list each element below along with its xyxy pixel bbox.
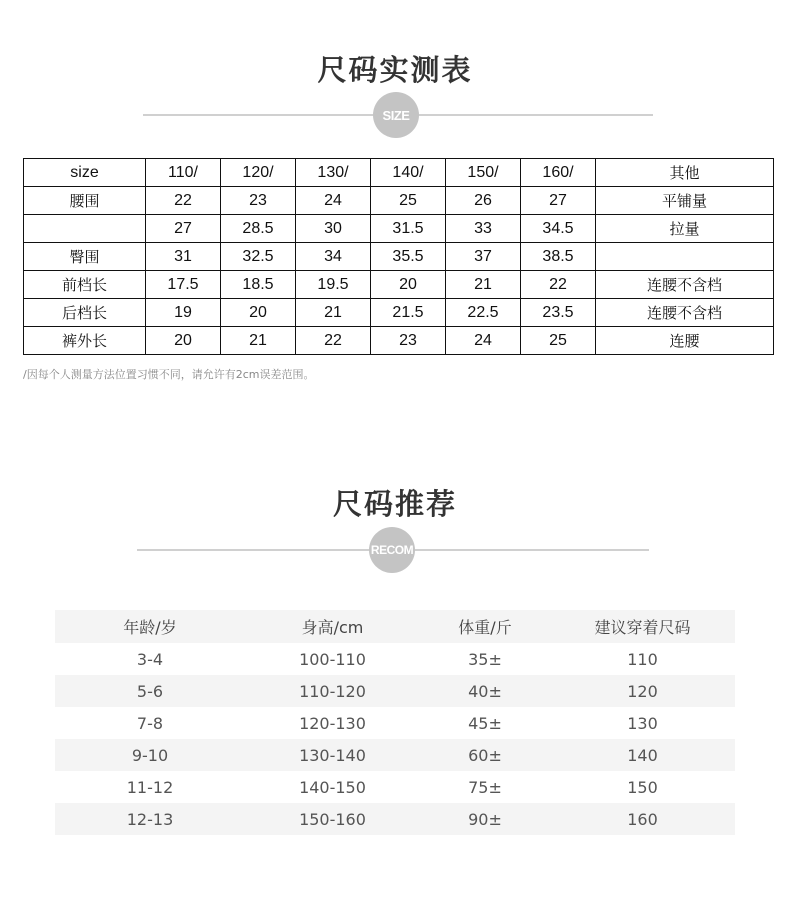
value-cell: 35.5: [371, 243, 446, 271]
header-cell: 年龄/岁: [123, 618, 177, 637]
measurement-title: 尺码实测表: [317, 53, 473, 87]
value-cell: 22.5: [446, 299, 521, 327]
value-cell: 23: [371, 327, 446, 355]
note-cell: 连腰: [596, 327, 774, 355]
measurement-table: [23, 158, 774, 355]
note-cell: 拉量: [596, 215, 774, 243]
recommendation-row: [55, 707, 735, 739]
value-cell: 11-12: [126, 777, 174, 797]
value-cell: 27: [521, 187, 596, 215]
header-cell: 120/: [221, 159, 296, 187]
value-cell: 21: [221, 327, 296, 355]
measurement-row: [24, 299, 774, 327]
value-cell: 35±: [468, 649, 502, 669]
value-cell: 30: [296, 215, 371, 243]
header-cell: 身高/cm: [301, 618, 364, 637]
value-cell: 140-150: [299, 777, 366, 797]
value-cell: 7-8: [136, 713, 164, 733]
value-cell: 110: [627, 649, 658, 669]
recommendation-row: [55, 675, 735, 707]
value-cell: 28.5: [221, 215, 296, 243]
value-cell: 23: [221, 187, 296, 215]
value-cell: 34.5: [521, 215, 596, 243]
measurement-row: [24, 187, 774, 215]
recommendation-title: 尺码推荐: [332, 487, 457, 521]
value-cell: 100-110: [299, 649, 366, 669]
value-cell: 20: [371, 271, 446, 299]
value-cell: 26: [446, 187, 521, 215]
value-cell: 90±: [468, 809, 502, 829]
row-label-cell: 臀围: [24, 243, 146, 271]
value-cell: 120: [627, 681, 658, 701]
measurement-row: [24, 327, 774, 355]
value-cell: 21.5: [371, 299, 446, 327]
value-cell: 9-10: [131, 745, 169, 765]
value-cell: 19.5: [296, 271, 371, 299]
header-cell: 体重/斤: [458, 618, 512, 637]
measurement-footnote: /因每个人测量方法位置习惯不同，请允许有2cm误差范围。: [23, 368, 315, 381]
header-cell: 140/: [371, 159, 446, 187]
value-cell: 160: [627, 809, 658, 829]
note-cell: 连腰不含档: [596, 271, 774, 299]
value-cell: 3-4: [136, 649, 164, 669]
row-label-cell: [24, 215, 146, 243]
recommendation-row: [55, 739, 735, 771]
value-cell: 60±: [468, 745, 502, 765]
recommendation-row: [55, 803, 735, 835]
value-cell: 22: [296, 327, 371, 355]
header-cell: size: [24, 159, 146, 187]
value-cell: 17.5: [146, 271, 221, 299]
value-cell: 31: [146, 243, 221, 271]
value-cell: 150-160: [299, 809, 366, 829]
note-cell: [596, 243, 774, 271]
header-cell: 其他: [596, 159, 774, 187]
recommendation-header-row: [55, 610, 735, 643]
value-cell: 20: [221, 299, 296, 327]
row-label-cell: 前档长: [24, 271, 146, 299]
value-cell: 21: [296, 299, 371, 327]
value-cell: 110-120: [299, 681, 366, 701]
value-cell: 24: [296, 187, 371, 215]
value-cell: 31.5: [371, 215, 446, 243]
value-cell: 37: [446, 243, 521, 271]
recom-badge: RECOM: [369, 527, 415, 573]
measurement-header-row: [24, 159, 774, 187]
value-cell: 150: [627, 777, 658, 797]
size-badge: SIZE: [373, 92, 419, 138]
value-cell: 40±: [468, 681, 502, 701]
row-label-cell: 裤外长: [24, 327, 146, 355]
header-cell: 160/: [521, 159, 596, 187]
row-label-cell: 腰围: [24, 187, 146, 215]
value-cell: 22: [521, 271, 596, 299]
value-cell: 130-140: [299, 745, 366, 765]
value-cell: 18.5: [221, 271, 296, 299]
value-cell: 27: [146, 215, 221, 243]
value-cell: 33: [446, 215, 521, 243]
recommendation-row: [55, 771, 735, 803]
value-cell: 22: [146, 187, 221, 215]
value-cell: 25: [521, 327, 596, 355]
note-cell: 连腰不含档: [596, 299, 774, 327]
value-cell: 21: [446, 271, 521, 299]
value-cell: 120-130: [299, 713, 366, 733]
value-cell: 12-13: [126, 809, 174, 829]
value-cell: 24: [446, 327, 521, 355]
value-cell: 75±: [468, 777, 502, 797]
measurement-row: [24, 243, 774, 271]
value-cell: 130: [627, 713, 658, 733]
value-cell: 140: [627, 745, 658, 765]
measurement-row: [24, 215, 774, 243]
measurement-row: [24, 271, 774, 299]
header-cell: 130/: [296, 159, 371, 187]
value-cell: 5-6: [136, 681, 164, 701]
header-cell: 建议穿着尺码: [594, 618, 691, 637]
header-cell: 110/: [146, 159, 221, 187]
value-cell: 20: [146, 327, 221, 355]
value-cell: 34: [296, 243, 371, 271]
recommendation-row: [55, 643, 735, 675]
value-cell: 45±: [468, 713, 502, 733]
header-cell: 150/: [446, 159, 521, 187]
value-cell: 19: [146, 299, 221, 327]
recommendation-table: [55, 610, 735, 835]
value-cell: 25: [371, 187, 446, 215]
row-label-cell: 后档长: [24, 299, 146, 327]
value-cell: 23.5: [521, 299, 596, 327]
value-cell: 32.5: [221, 243, 296, 271]
value-cell: 38.5: [521, 243, 596, 271]
note-cell: 平铺量: [596, 187, 774, 215]
